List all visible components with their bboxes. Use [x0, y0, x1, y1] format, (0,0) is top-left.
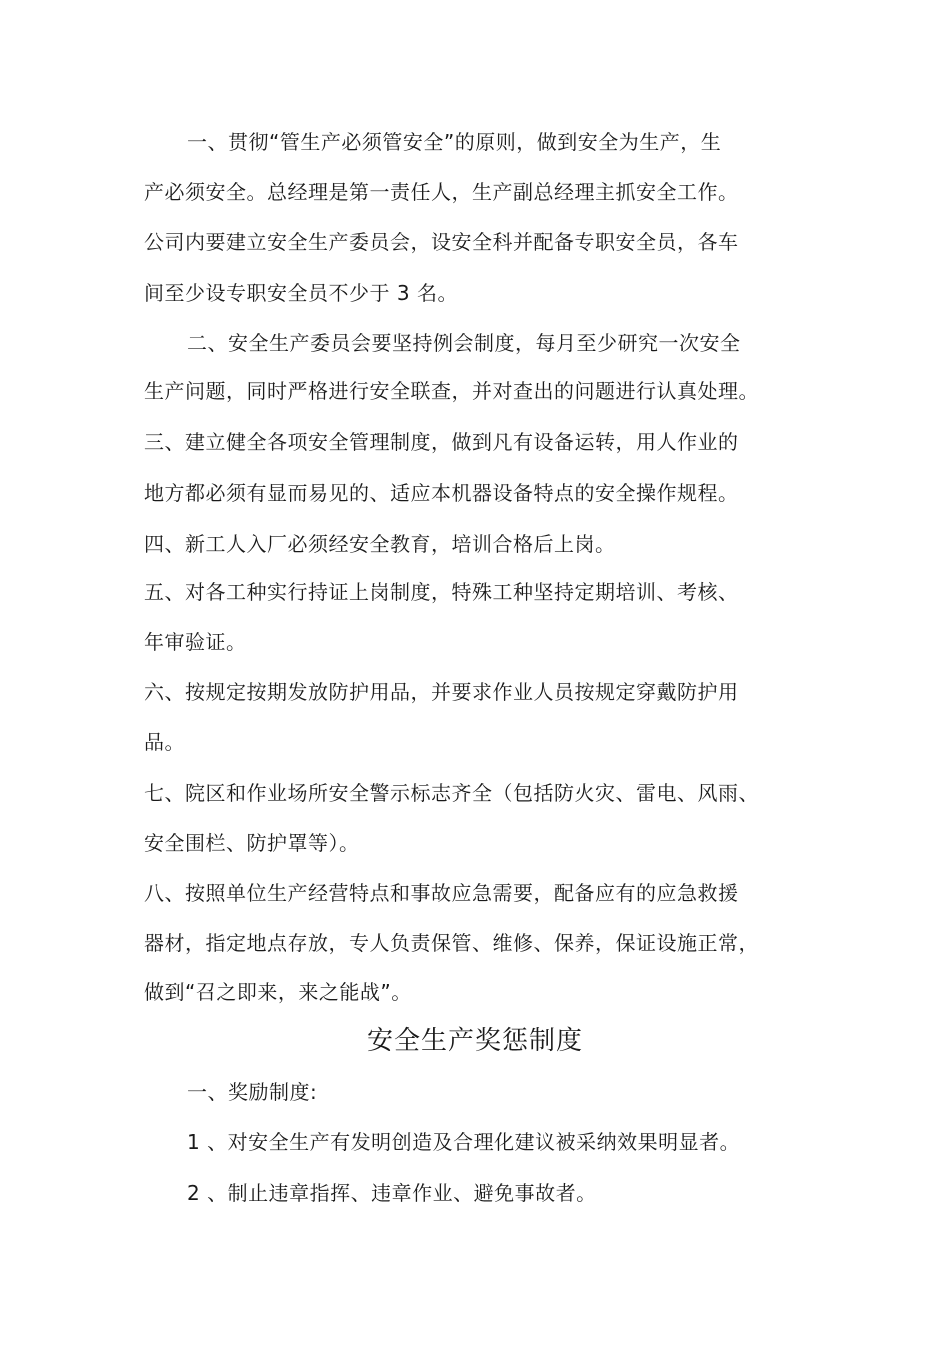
paragraph-line: 五、对各工种实行持证上岗制度，特殊工种坚持定期培训、考核、 — [144, 580, 739, 604]
paragraph-line: 做到“召之即来，来之能战”。 — [144, 980, 412, 1004]
paragraph-line: 公司内要建立安全生产委员会，设安全科并配备专职安全员，各车 — [144, 230, 739, 254]
paragraph-line: 四、新工人入厂必须经安全教育，培训合格后上岗。 — [144, 532, 616, 556]
paragraph-line: 品。 — [144, 730, 185, 754]
paragraph-line: 八、按照单位生产经营特点和事故应急需要，配备应有的应急救援 — [144, 881, 739, 905]
paragraph-line: 生产问题，同时严格进行安全联查，并对查出的问题进行认真处理。 — [144, 379, 759, 403]
paragraph-line: 年审验证。 — [144, 630, 247, 654]
paragraph-line: 三、建立健全各项安全管理制度，做到凡有设备运转，用人作业的 — [144, 430, 739, 454]
paragraph-line: 七、院区和作业场所安全警示标志齐全（包括防火灾、雷电、风雨、 — [144, 781, 759, 805]
paragraph-line: 六、按规定按期发放防护用品，并要求作业人员按规定穿戴防护用 — [144, 680, 739, 704]
paragraph-line: 产必须安全。总经理是第一责任人，生产副总经理主抓安全工作。 — [144, 180, 739, 204]
paragraph-line: 地方都必须有显而易见的、适应本机器设备特点的安全操作规程。 — [144, 481, 739, 505]
paragraph-line: 器材，指定地点存放，专人负责保管、维修、保养，保证设施正常， — [144, 931, 759, 955]
list-item: 2 、制止违章指挥、违章作业、避免事故者。 — [187, 1181, 597, 1205]
paragraph-line: 间至少设专职安全员不少于 3 名。 — [144, 281, 458, 305]
paragraph-line: 二、安全生产委员会要坚持例会制度，每月至少研究一次安全 — [187, 331, 741, 355]
paragraph-line: 一、贯彻“管生产必须管安全”的原则，做到安全为生产，生 — [187, 130, 722, 154]
list-item: 1 、对安全生产有发明创造及合理化建议被采纳效果明显者。 — [187, 1130, 741, 1154]
subheading: 一、奖励制度: — [187, 1080, 318, 1104]
paragraph-line: 安全围栏、防护罩等）。 — [144, 831, 360, 855]
section-title: 安全生产奖惩制度 — [366, 1026, 583, 1056]
